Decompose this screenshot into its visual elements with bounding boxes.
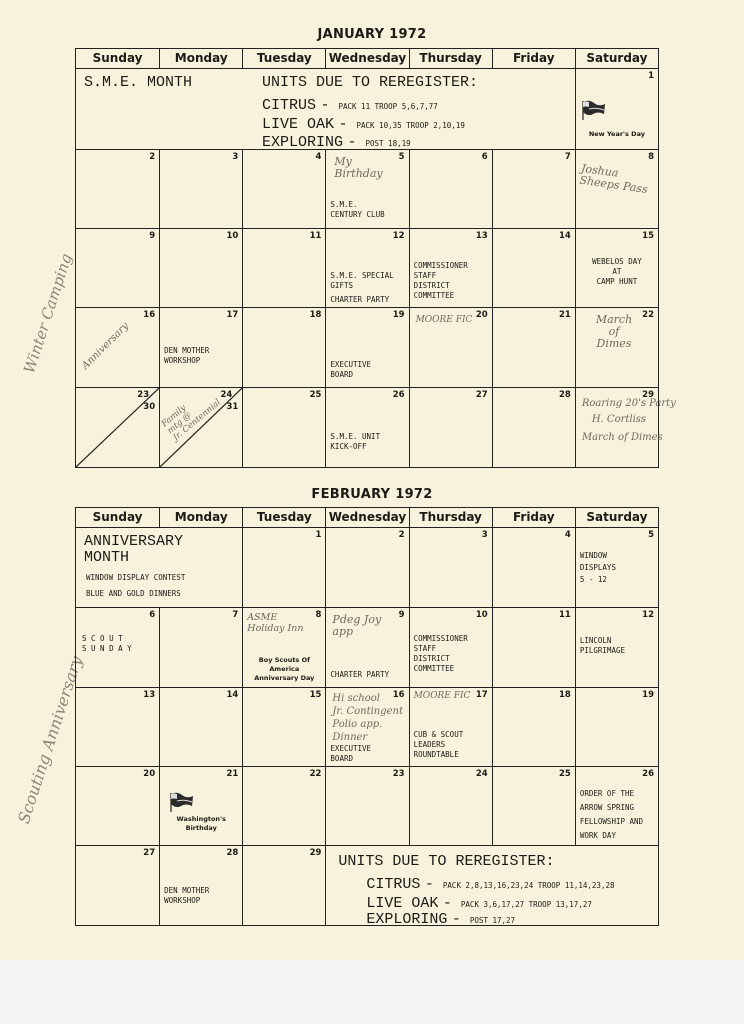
handwritten-note: Hi school Jr. Contingent Polio app. Dinner: [332, 693, 404, 743]
exploring-label: EXPLORING: [262, 134, 344, 151]
jan-day-20: [409, 307, 492, 387]
jan-day-27: [409, 387, 492, 467]
jan-day-21: [492, 307, 575, 387]
feb-day-1: [242, 528, 325, 607]
feb-day-24: [409, 766, 492, 845]
day-number: 23: [137, 390, 150, 400]
margin-note-scouting-anniversary: Scouting Anniversary: [14, 653, 87, 826]
citrus-line: [366, 875, 614, 893]
february-weekday-header: [75, 507, 659, 527]
citrus-line: [262, 96, 438, 114]
event-roundtable: CUB & SCOUT LEADERS ROUNDTABLE: [413, 730, 464, 759]
handwritten-note: March of Dimes: [581, 432, 663, 443]
day-number: 22: [642, 310, 654, 320]
feb-day-23: [325, 766, 408, 845]
day-number: 27: [143, 848, 156, 858]
citrus-detail: PACK 11 TROOP 5,6,7,77: [338, 102, 438, 111]
jan-day-26: [325, 387, 408, 467]
feb-day-6: [76, 607, 159, 687]
feb-day-16: [325, 687, 408, 766]
day-number: 7: [564, 152, 571, 162]
day-number: 25: [309, 390, 322, 400]
units-heading: UNITS DUE TO REREGISTER:: [338, 853, 555, 870]
liveoak-dash: -: [338, 116, 357, 133]
day-number-second: 31: [226, 402, 239, 412]
day-number: 7: [232, 610, 239, 620]
day-number: 20: [475, 310, 488, 320]
jan-day-7: [492, 149, 575, 228]
january-grid: [75, 68, 676, 468]
day-number: 3: [232, 152, 239, 162]
citrus-label: CITRUS: [262, 97, 317, 114]
january-title: JANUARY 1972: [317, 27, 427, 42]
handwritten-note: Family mtg @ Jr. Centennial: [160, 397, 224, 444]
jan-day-22: [575, 307, 658, 387]
february-grid: [75, 527, 659, 926]
day-number: 2: [398, 530, 405, 540]
day-number: 14: [559, 231, 571, 241]
february-footer: [325, 845, 658, 928]
day-number: 2: [149, 152, 156, 162]
day-number: 13: [475, 231, 488, 241]
liveoak-line: [262, 115, 465, 133]
exploring-dash: -: [347, 134, 366, 151]
jan-day-17: [159, 307, 242, 387]
february-title: FEBRUARY 1972: [311, 487, 433, 502]
feb-day-27: [76, 845, 159, 925]
event-den-mother-workshop: DEN MOTHER WORKSHOP: [164, 346, 210, 365]
day-number: 5: [648, 530, 654, 540]
day-number: 9: [398, 610, 405, 620]
handwritten-note: My Birthday: [334, 155, 383, 180]
feb-day-14: [159, 687, 242, 766]
event-special-gifts: S.M.E. SPECIAL GIFTS: [330, 271, 394, 290]
bsa-anniversary-caption: Boy Scouts Of America Anniversary Day: [254, 656, 315, 682]
exploring-dash: -: [451, 911, 470, 928]
weekday-monday: Monday: [159, 508, 242, 527]
blue-gold-dinners: BLUE AND GOLD DINNERS: [86, 589, 181, 598]
day-number: 17: [475, 690, 488, 700]
day-number: 15: [642, 231, 654, 241]
day-number: 6: [149, 610, 156, 620]
day-number: 28: [226, 848, 239, 858]
jan-day-23-30: [76, 387, 159, 467]
american-flag-icon: [168, 791, 194, 813]
new-years-caption: New Year's Day: [588, 130, 645, 138]
washington-caption: Washington's Birthday: [176, 815, 226, 832]
jan-day-18: [242, 307, 325, 387]
jan-day-10: [159, 228, 242, 307]
jan-day-1: [575, 69, 658, 149]
event-lincoln-pilgrimage: LINCOLN PILGRIMAGE: [579, 636, 625, 655]
day-number: 16: [143, 310, 156, 320]
jan-day-9: [76, 228, 159, 307]
day-number: 4: [564, 530, 571, 540]
exploring-detail: POST 18,19: [365, 139, 411, 148]
event-commissioner-staff: COMMISSIONER STAFF DISTRICT COMMITTEE: [413, 634, 468, 673]
handwritten-note: March of Dimes: [595, 313, 633, 350]
january-calendar: [75, 48, 676, 468]
feb-day-21: [159, 766, 242, 845]
handwritten-note: Anniversary: [80, 320, 132, 372]
feb-day-19: [575, 687, 658, 766]
day-number: 10: [475, 610, 488, 620]
jan-day-16: [76, 307, 159, 387]
weekday-sunday: Sunday: [92, 51, 143, 65]
handwritten-note: Joshua Sheeps Pass: [578, 161, 649, 196]
jan-day-25: [242, 387, 325, 467]
units-heading: UNITS DUE TO REREGISTER:: [262, 74, 479, 91]
weekday-friday: Friday: [492, 49, 575, 68]
citrus-detail: PACK 2,8,13,16,23,24 TROOP 11,14,23,28: [442, 881, 615, 890]
event-century-club: S.M.E. CENTURY CLUB: [330, 200, 385, 219]
jan-day-15: [575, 228, 658, 307]
day-number: 27: [475, 390, 488, 400]
feb-day-15: [242, 687, 325, 766]
jan-day-29: [575, 387, 676, 467]
day-number: 24: [220, 390, 233, 400]
day-number: 19: [392, 310, 405, 320]
day-number: 26: [392, 390, 405, 400]
weekday-thursday: Thursday: [409, 49, 492, 68]
jan-day-11: [242, 228, 325, 307]
day-number: 1: [648, 71, 654, 81]
feb-day-22: [242, 766, 325, 845]
day-number: 8: [648, 152, 654, 162]
feb-day-28: [159, 845, 242, 925]
event-unit-kickoff: S.M.E. UNIT KICK-OFF: [330, 432, 381, 451]
sme-month-label: S.M.E. MONTH: [84, 74, 193, 91]
handwritten-note: Pdeg Joy app: [332, 613, 382, 638]
day-number: 18: [309, 310, 322, 320]
feb-day-10: [409, 607, 492, 687]
day-number: 15: [309, 690, 322, 700]
weekday-tuesday: Tuesday: [242, 49, 325, 68]
day-number: 11: [559, 610, 571, 620]
handwritten-note: MOORE FIC: [415, 315, 473, 325]
event-window-displays: WINDOW DISPLAYS 5 - 12: [579, 551, 616, 584]
feb-day-7: [159, 607, 242, 687]
feb-day-17: [409, 687, 492, 766]
window-display-contest: WINDOW DISPLAY CONTEST: [86, 573, 186, 582]
day-number: 4: [315, 152, 322, 162]
day-number: 13: [143, 690, 156, 700]
day-number: 22: [309, 769, 322, 779]
feb-day-11: [492, 607, 575, 687]
handwritten-note: ASME Holiday Inn: [247, 612, 304, 634]
weekday-thursday: Thursday: [409, 508, 492, 527]
liveoak-detail: PACK 10,35 TROOP 2,10,19: [356, 121, 465, 130]
jan-day-6: [409, 149, 492, 228]
feb-day-2: [325, 528, 408, 607]
feb-day-18: [492, 687, 575, 766]
citrus-dash: -: [320, 97, 339, 114]
day-number: 25: [559, 769, 571, 779]
day-number: 21: [226, 769, 239, 779]
margin-note-winter-camping: Winter Camping: [20, 251, 76, 376]
jan-day-19: [325, 307, 408, 387]
day-number: 17: [226, 310, 239, 320]
day-number: 26: [642, 769, 654, 779]
weekday-wednesday: Wednesday: [325, 49, 408, 68]
citrus-label: CITRUS: [366, 876, 421, 893]
feb-day-12: [575, 607, 658, 687]
jan-day-14: [492, 228, 575, 307]
feb-day-13: [76, 687, 159, 766]
event-executive-board: EXECUTIVE BOARD: [330, 360, 372, 379]
feb-day-3: [409, 528, 492, 607]
handwritten-note: Roaring 20's Party: [581, 398, 676, 409]
liveoak-detail: PACK 3,6,17,27 TROOP 13,17,27: [460, 900, 592, 909]
liveoak-label: LIVE OAK: [262, 116, 335, 133]
event-webelos-day: WEBELOS DAY AT CAMP HUNT: [592, 257, 642, 286]
day-number: 10: [226, 231, 239, 241]
day-number: 20: [143, 769, 156, 779]
anniversary-month-label: ANNIVERSARY MONTH: [84, 533, 184, 566]
event-scout-sunday: S C O U T S U N D A Y: [82, 634, 132, 653]
feb-day-8: [242, 607, 325, 687]
feb-day-4: [492, 528, 575, 607]
day-number: 16: [392, 690, 405, 700]
day-number: 18: [559, 690, 571, 700]
day-number: 23: [392, 769, 405, 779]
weekday-friday: Friday: [492, 508, 575, 527]
event-commissioner-staff: COMMISSIONER STAFF DISTRICT COMMITTEE: [413, 261, 468, 300]
day-number: 14: [226, 690, 239, 700]
weekday-wednesday: Wednesday: [325, 508, 408, 527]
day-number: 24: [475, 769, 488, 779]
day-number: 29: [642, 390, 654, 400]
feb-day-9: [325, 607, 408, 687]
january-banner: [76, 69, 575, 149]
event-charter-party: CHARTER PARTY: [330, 670, 390, 679]
liveoak-label: LIVE OAK: [366, 895, 439, 912]
jan-day-3: [159, 149, 242, 228]
feb-day-29: [242, 845, 325, 925]
february-banner: [76, 528, 242, 607]
day-number: 6: [481, 152, 488, 162]
weekday-tuesday: Tuesday: [242, 508, 325, 527]
event-charter-party: CHARTER PARTY: [330, 295, 390, 304]
day-number: 11: [309, 231, 322, 241]
feb-day-26: [575, 766, 658, 845]
jan-day-13: [409, 228, 492, 307]
jan-day-4: [242, 149, 325, 228]
jan-day-12: [325, 228, 408, 307]
american-flag-icon: [580, 99, 606, 121]
day-number: 12: [392, 231, 405, 241]
exploring-detail: POST 17,27: [469, 916, 516, 925]
day-number: 21: [559, 310, 571, 320]
day-number: 8: [315, 610, 322, 620]
weekday-saturday: Saturday: [575, 508, 658, 527]
jan-day-5: [325, 149, 408, 228]
exploring-label: EXPLORING: [366, 911, 448, 928]
february-calendar: [75, 507, 659, 926]
day-number: 5: [398, 152, 405, 162]
day-number: 12: [642, 610, 654, 620]
handwritten-note: MOORE FIC: [413, 691, 471, 701]
weekday-saturday: Saturday: [575, 49, 658, 68]
day-number-second: 30: [143, 402, 156, 412]
citrus-dash: -: [424, 876, 443, 893]
liveoak-dash: -: [442, 895, 461, 912]
jan-day-2: [76, 149, 159, 228]
day-number: 9: [149, 231, 156, 241]
feb-day-5: [575, 528, 658, 607]
january-weekday-header: [75, 48, 659, 68]
feb-day-25: [492, 766, 575, 845]
scan-background-strip: [0, 960, 744, 1024]
weekday-sunday: Sunday: [92, 510, 143, 524]
event-den-mother-workshop: DEN MOTHER WORKSHOP: [164, 886, 210, 905]
day-number: 3: [481, 530, 488, 540]
day-number: 19: [642, 690, 654, 700]
handwritten-note: H. Cortliss: [591, 414, 647, 425]
feb-day-20: [76, 766, 159, 845]
event-order-of-the-arrow: ORDER OF THE ARROW SPRING FELLOWSHIP AND WORK DAY: [579, 789, 644, 840]
jan-day-28: [492, 387, 575, 467]
event-executive-board: EXECUTIVE BOARD: [330, 744, 372, 763]
day-number: 28: [559, 390, 571, 400]
weekday-monday: Monday: [159, 49, 242, 68]
day-number: 29: [309, 848, 322, 858]
day-number: 1: [315, 530, 322, 540]
jan-day-8: [575, 149, 658, 228]
jan-day-24-31: [159, 387, 242, 467]
exploring-line: [366, 910, 515, 928]
